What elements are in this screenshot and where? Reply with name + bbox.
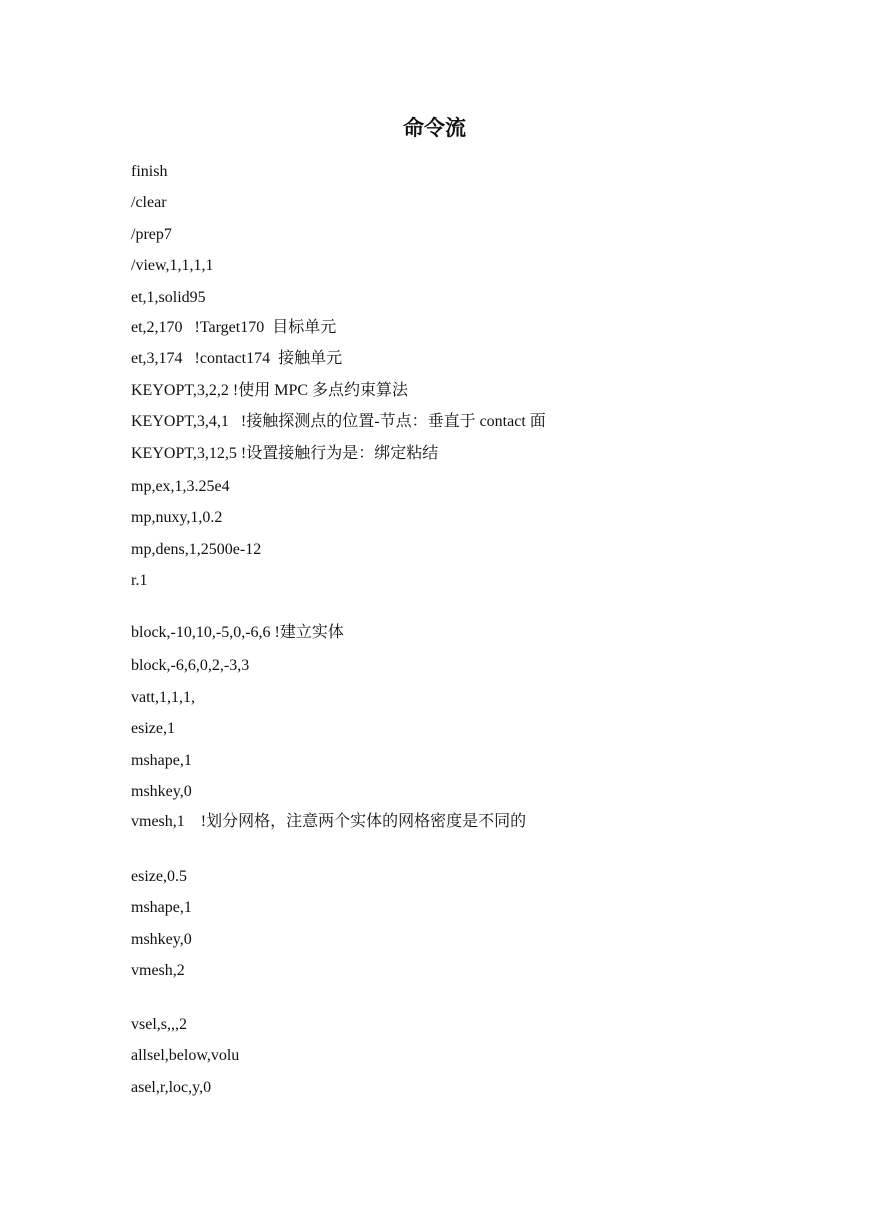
code-line: mp,ex,1,3.25e4 (131, 478, 230, 495)
code-line: KEYOPT,3,4,1 !接触探测点的位置-节点：垂直于 contact 面 (131, 413, 546, 430)
code-line: allsel,below,volu (131, 1047, 240, 1064)
code-line: KEYOPT,3,12,5 !设置接触行为是：绑定粘结 (131, 445, 439, 462)
code-line: et,1,solid95 (131, 289, 206, 306)
code-line: mp,nuxy,1,0.2 (131, 509, 223, 526)
code-line: vmesh,1 !划分网格，注意两个实体的网格密度是不同的 (131, 813, 527, 830)
document-title: 命令流 (403, 116, 466, 140)
code-line: esize,0.5 (131, 868, 187, 885)
code-line: KEYOPT,3,2,2 !使用 MPC 多点约束算法 (131, 382, 409, 399)
code-line: mshkey,0 (131, 783, 192, 800)
code-line: block,-10,10,-5,0,-6,6 !建立实体 (131, 624, 344, 641)
code-line: finish (131, 163, 168, 180)
code-line: mshkey,0 (131, 931, 192, 948)
code-line: mshape,1 (131, 899, 192, 916)
code-line: mshape,1 (131, 752, 192, 769)
code-line: asel,r,loc,y,0 (131, 1079, 212, 1096)
code-line: vmesh,2 (131, 962, 185, 979)
code-line: esize,1 (131, 720, 175, 737)
code-line: block,-6,6,0,2,-3,3 (131, 657, 250, 674)
code-line: r.1 (131, 572, 148, 589)
code-line: mp,dens,1,2500e-12 (131, 541, 262, 558)
code-line: et,2,170 !Target170 目标单元 (131, 319, 337, 336)
code-line: et,3,174 !contact174 接触单元 (131, 350, 343, 367)
code-line: /view,1,1,1,1 (131, 257, 214, 274)
code-line: vsel,s,,,2 (131, 1016, 187, 1033)
code-line: vatt,1,1,1, (131, 689, 195, 706)
code-line: /prep7 (131, 226, 172, 243)
code-line: /clear (131, 194, 167, 211)
